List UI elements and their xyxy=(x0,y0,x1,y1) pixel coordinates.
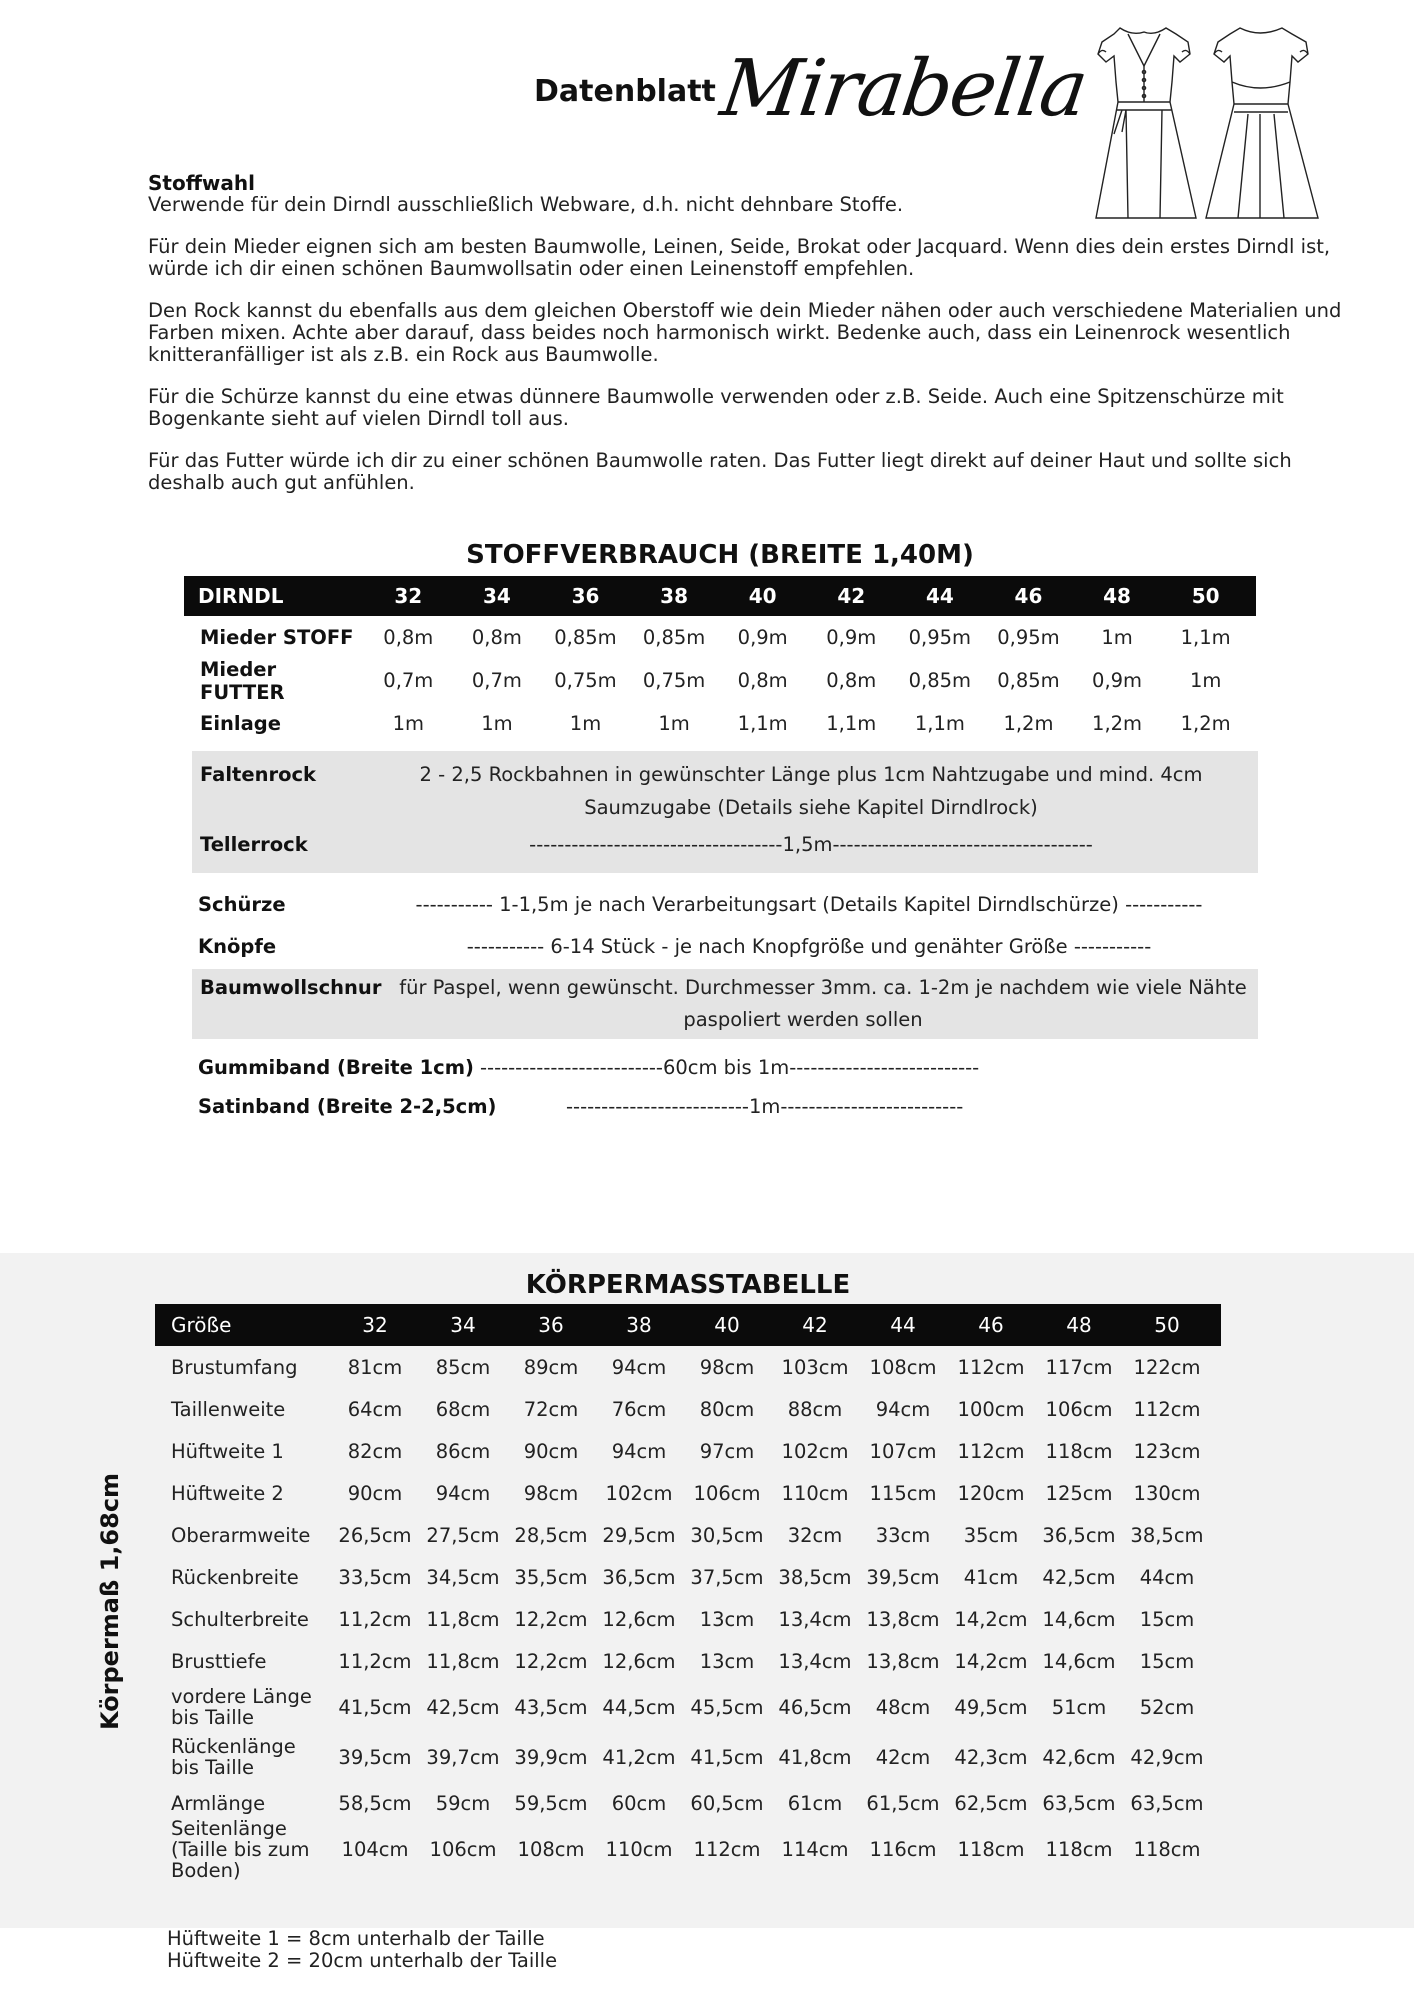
row-label xyxy=(184,712,364,735)
table-row xyxy=(190,925,1256,967)
table-cell: 11,8cm xyxy=(426,1607,500,1631)
table-cell: 39,9cm xyxy=(514,1745,588,1769)
table-cell: 28,5cm xyxy=(514,1523,588,1547)
size-header: 32 xyxy=(394,584,423,608)
footnotes xyxy=(167,1928,557,1972)
table-cell: 42,6cm xyxy=(1042,1745,1116,1769)
table-row xyxy=(155,1346,1221,1388)
table-cell: 36,5cm xyxy=(602,1565,676,1589)
table-cell: 80cm xyxy=(699,1397,755,1421)
table-cell: 27,5cm xyxy=(426,1523,500,1547)
fabric-table-title: STOFFVERBRAUCH (BREITE 1,40M) xyxy=(466,540,974,570)
table-cell: 45,5cm xyxy=(690,1695,764,1719)
table-cell: 0,85m xyxy=(997,669,1060,692)
table-cell: 102cm xyxy=(781,1439,849,1463)
table-cell: 1,1m xyxy=(1180,626,1231,649)
row-label-line: Mieder STOFF xyxy=(200,626,354,649)
table-cell: 0,75m xyxy=(554,669,617,692)
table-cell: 1,1m xyxy=(737,712,788,735)
size-header: 46 xyxy=(1014,584,1043,608)
row-label: Gummiband (Breite 1cm) xyxy=(198,1055,474,1079)
table-cell: 0,9m xyxy=(737,626,788,649)
table-cell: 112cm xyxy=(693,1837,761,1861)
table-cell: 1m xyxy=(1101,626,1133,649)
table-cell: 13cm xyxy=(699,1649,755,1673)
row-text: --------------------------60cm bis 1m--------------------------- xyxy=(480,1055,980,1079)
row-label-line: Mieder FUTTER xyxy=(200,657,285,704)
table-cell: 29,5cm xyxy=(602,1523,676,1547)
table-cell: 14,2cm xyxy=(954,1607,1028,1631)
table-cell: 13,8cm xyxy=(866,1649,940,1673)
row-label: Knöpfe xyxy=(198,934,277,958)
size-header: 36 xyxy=(538,1313,564,1337)
table-cell: 42,5cm xyxy=(426,1695,500,1719)
table-cell: 94cm xyxy=(875,1397,931,1421)
size-header: 40 xyxy=(748,584,777,608)
measure-table-title: KÖRPERMASSTABELLE xyxy=(525,1270,851,1300)
table-cell: 35,5cm xyxy=(514,1565,588,1589)
table-row xyxy=(192,757,1258,791)
table-cell: 130cm xyxy=(1133,1481,1201,1505)
table-cell: 62,5cm xyxy=(954,1791,1028,1815)
measure-header-row xyxy=(155,1304,1221,1346)
table-cell: 1m xyxy=(392,712,424,735)
table-cell: 33,5cm xyxy=(338,1565,412,1589)
row-label-line: vordere Länge xyxy=(171,1685,312,1708)
table-row xyxy=(155,1816,1221,1882)
table-cell: 12,6cm xyxy=(602,1607,676,1631)
row-label xyxy=(155,1399,331,1420)
table-cell: 41,5cm xyxy=(338,1695,412,1719)
table-cell: 11,2cm xyxy=(338,1649,412,1673)
table-cell: 52cm xyxy=(1139,1695,1195,1719)
table-row xyxy=(155,1514,1221,1556)
intro-paragraph: Für die Schürze kannst du eine etwas dünnere Baumwolle verwenden oder z.B. Seide. Auch eine Spitzenschürze mit Bogenkante sieht auf vielen Dirndl toll aus. xyxy=(148,385,1284,430)
table-cell: 12,2cm xyxy=(514,1649,588,1673)
table-cell: 110cm xyxy=(781,1481,849,1505)
table-cell: 115cm xyxy=(869,1481,937,1505)
table-cell: 34,5cm xyxy=(426,1565,500,1589)
size-header: 34 xyxy=(450,1313,476,1337)
row-label-line: bis Taille xyxy=(171,1756,255,1779)
table-cell: 0,75m xyxy=(642,669,706,692)
table-cell: 118cm xyxy=(1045,1837,1113,1861)
row-label: Baumwollschnur xyxy=(200,975,382,999)
table-cell: 103cm xyxy=(781,1355,849,1379)
table-cell: 32cm xyxy=(787,1523,843,1547)
table-row xyxy=(184,616,1256,659)
row-label xyxy=(155,1736,331,1778)
row-text: ----------- 6-14 Stück - je nach Knopfgröße und genähter Größe ----------- xyxy=(466,934,1152,958)
size-header: 38 xyxy=(660,584,688,608)
footnote: Hüftweite 2 = 20cm unterhalb der Taille xyxy=(167,1949,558,1972)
table-cell: 38,5cm xyxy=(1130,1523,1204,1547)
table-cell: 1m xyxy=(569,712,602,735)
measurement-table xyxy=(155,1304,1221,1882)
row-label-line: (Taille bis zum Boden) xyxy=(171,1837,310,1882)
table-cell: 94cm xyxy=(435,1481,491,1505)
table-cell: 46,5cm xyxy=(778,1695,852,1719)
size-header: 38 xyxy=(626,1313,652,1337)
table-cell: 94cm xyxy=(611,1439,667,1463)
table-cell: 59cm xyxy=(435,1791,491,1815)
table-cell: 122cm xyxy=(1133,1355,1201,1379)
table-cell: 1m xyxy=(658,712,690,735)
table-cell: 13,8cm xyxy=(866,1607,940,1631)
intro-paragraph: Für dein Mieder eignen sich am besten Baumwolle, Leinen, Seide, Brokat oder Jacquard. Wenn dies dein erstes Dirndl ist, würde ich dir einen schönen Baumwollsatin oder einen Leinenstoff empfehlen. xyxy=(148,235,1331,280)
table-cell: 76cm xyxy=(611,1397,667,1421)
table-cell: 49,5cm xyxy=(954,1695,1028,1719)
size-header: 46 xyxy=(978,1313,1004,1337)
table-cell: 1,2m xyxy=(1003,712,1054,735)
table-cell: 44cm xyxy=(1139,1565,1195,1589)
table-cell: 1,1m xyxy=(914,712,965,735)
table-cell: 30,5cm xyxy=(690,1523,764,1547)
table-row xyxy=(192,971,1258,1003)
table-cell: 1m xyxy=(1189,669,1222,692)
row-text: --------------------------1m-------------------------- xyxy=(566,1094,964,1118)
size-header: 42 xyxy=(837,584,866,608)
row-label xyxy=(155,1525,331,1546)
table-cell: 0,9m xyxy=(826,626,877,649)
intro-heading: Stoffwahl xyxy=(148,171,255,195)
measure-header-label: Größe xyxy=(171,1313,232,1337)
table-row xyxy=(192,791,1258,823)
fabric-table xyxy=(184,576,1256,1125)
table-cell: 0,8m xyxy=(737,669,788,692)
size-header: 44 xyxy=(890,1313,916,1337)
table-cell: 42,3cm xyxy=(954,1745,1028,1769)
row-label xyxy=(155,1357,331,1378)
table-cell: 90cm xyxy=(347,1481,403,1505)
skirt-block xyxy=(192,751,1258,873)
page-title xyxy=(534,30,1092,140)
table-cell: 82cm xyxy=(347,1439,403,1463)
table-cell: 61cm xyxy=(787,1791,843,1815)
table-cell: 97cm xyxy=(699,1439,755,1463)
table-cell: 42cm xyxy=(875,1745,931,1769)
intro-section xyxy=(148,172,1368,514)
table-cell: 110cm xyxy=(605,1837,673,1861)
row-label xyxy=(184,658,364,704)
table-cell: 38,5cm xyxy=(778,1565,852,1589)
row-label xyxy=(155,1651,331,1672)
pattern-name: Mirabella xyxy=(715,44,1092,134)
table-cell: 108cm xyxy=(517,1837,585,1861)
row-label-line: Armlänge xyxy=(171,1791,266,1815)
table-cell: 72cm xyxy=(523,1397,579,1421)
table-cell: 14,2cm xyxy=(954,1649,1028,1673)
fabric-header-row xyxy=(184,576,1256,616)
table-row xyxy=(155,1472,1221,1514)
table-row xyxy=(190,1087,1256,1125)
table-cell: 41cm xyxy=(963,1565,1019,1589)
intro-paragraph: Verwende für dein Dirndl ausschließlich Webware, d.h. nicht dehnbare Stoffe. xyxy=(148,193,904,216)
table-cell: 125cm xyxy=(1045,1481,1113,1505)
intro-paragraph: Den Rock kannst du ebenfalls aus dem gleichen Oberstoff wie dein Mieder nähen oder auch verschiedene Materialien und Farben mixen. Achte aber darauf, dass beides noch harmonisch wirkt. Bedenke auch, dass ein Leinenrock wesentlich knitteranfälliger ist als z.B. ein Rock aus Baumwolle. xyxy=(148,299,1342,366)
table-cell: 1,1m xyxy=(826,712,877,735)
row-label xyxy=(184,626,364,649)
table-cell: 0,8m xyxy=(383,626,434,649)
table-cell: 0,7m xyxy=(471,669,522,692)
table-cell: 118cm xyxy=(1045,1439,1113,1463)
table-row xyxy=(155,1598,1221,1640)
table-cell: 98cm xyxy=(699,1355,755,1379)
row-label xyxy=(155,1483,331,1504)
table-cell: 117cm xyxy=(1045,1355,1113,1379)
row-label: Faltenrock xyxy=(200,762,316,786)
table-cell: 1,2m xyxy=(1180,712,1231,735)
table-cell: 63,5cm xyxy=(1042,1791,1116,1815)
row-label-line: Hüftweite 1 xyxy=(171,1439,284,1463)
table-row xyxy=(155,1682,1221,1732)
table-cell: 112cm xyxy=(957,1355,1025,1379)
row-text: paspoliert werden sollen xyxy=(683,1007,923,1031)
table-cell: 106cm xyxy=(429,1837,497,1861)
table-cell: 106cm xyxy=(1045,1397,1113,1421)
row-text: Saumzugabe (Details siehe Kapitel Dirndlrock) xyxy=(584,795,1038,819)
title-text: Datenblatt xyxy=(534,74,716,109)
row-text: für Paspel, wenn gewünscht. Durchmesser 3mm. ca. 1-2m je nachdem wie viele Nähte xyxy=(399,975,1247,999)
table-cell: 43,5cm xyxy=(514,1695,588,1719)
table-cell: 15cm xyxy=(1139,1607,1195,1631)
table-cell: 13,4cm xyxy=(778,1607,852,1631)
table-cell: 61,5cm xyxy=(866,1791,940,1815)
table-cell: 1m xyxy=(481,712,513,735)
table-cell: 108cm xyxy=(869,1355,937,1379)
table-cell: 0,9m xyxy=(1092,669,1143,692)
table-cell: 81cm xyxy=(347,1355,403,1379)
table-row xyxy=(192,823,1258,865)
row-label xyxy=(155,1609,331,1630)
table-cell: 13cm xyxy=(699,1607,755,1631)
table-cell: 35cm xyxy=(963,1523,1019,1547)
table-row xyxy=(190,883,1256,925)
table-cell: 116cm xyxy=(869,1837,937,1861)
table-cell: 118cm xyxy=(957,1837,1025,1861)
row-label-line: Rückenlänge xyxy=(171,1735,296,1758)
table-cell: 88cm xyxy=(787,1397,843,1421)
table-cell: 102cm xyxy=(605,1481,673,1505)
table-cell: 26,5cm xyxy=(338,1523,412,1547)
table-cell: 51cm xyxy=(1051,1695,1107,1719)
row-label-line: Einlage xyxy=(200,712,281,735)
table-cell: 44,5cm xyxy=(602,1695,676,1719)
size-header: 50 xyxy=(1191,584,1220,608)
table-cell: 39,5cm xyxy=(866,1565,940,1589)
table-cell: 60cm xyxy=(611,1791,667,1815)
row-label-line: Seitenlänge xyxy=(171,1816,287,1840)
cord-block xyxy=(192,969,1258,1039)
row-label-line: Brusttiefe xyxy=(171,1649,267,1673)
size-header: 36 xyxy=(571,584,600,608)
size-header: 34 xyxy=(482,584,511,608)
table-cell: 48cm xyxy=(875,1695,931,1719)
table-cell: 58,5cm xyxy=(338,1791,412,1815)
row-label xyxy=(155,1818,331,1881)
row-label-line: Rückenbreite xyxy=(171,1565,299,1589)
row-label xyxy=(155,1441,331,1462)
table-cell: 14,6cm xyxy=(1042,1607,1116,1631)
table-cell: 42,5cm xyxy=(1042,1565,1116,1589)
table-cell: 12,2cm xyxy=(514,1607,588,1631)
table-row xyxy=(155,1640,1221,1682)
row-label: Schürze xyxy=(198,892,286,916)
size-header: 48 xyxy=(1066,1313,1092,1337)
table-cell: 98cm xyxy=(523,1481,579,1505)
row-label-line: Brustumfang xyxy=(171,1355,298,1379)
size-header: 50 xyxy=(1154,1313,1180,1337)
table-cell: 63,5cm xyxy=(1130,1791,1204,1815)
table-row xyxy=(184,702,1256,745)
fabric-header-label: DIRNDL xyxy=(198,584,284,608)
row-text: 2 - 2,5 Rockbahnen in gewünschter Länge plus 1cm Nahtzugabe und mind. 4cm xyxy=(419,762,1203,786)
table-cell: 41,2cm xyxy=(602,1745,676,1769)
footnote: Hüftweite 1 = 8cm unterhalb der Taille xyxy=(167,1927,545,1950)
table-row xyxy=(155,1388,1221,1430)
table-cell: 123cm xyxy=(1133,1439,1201,1463)
body-height-label: Körpermaß 1,68cm xyxy=(96,1472,124,1730)
table-cell: 11,2cm xyxy=(338,1607,412,1631)
table-cell: 106cm xyxy=(693,1481,761,1505)
table-cell: 0,85m xyxy=(642,626,706,649)
table-cell: 12,6cm xyxy=(602,1649,676,1673)
table-cell: 37,5cm xyxy=(690,1565,764,1589)
size-header: 32 xyxy=(362,1313,388,1337)
table-cell: 13,4cm xyxy=(778,1649,852,1673)
table-cell: 89cm xyxy=(523,1355,579,1379)
row-label: Satinband (Breite 2-2,5cm) xyxy=(198,1094,497,1118)
table-cell: 41,8cm xyxy=(778,1745,852,1769)
row-label: Tellerrock xyxy=(200,832,308,856)
table-cell: 107cm xyxy=(869,1439,937,1463)
table-cell: 85cm xyxy=(435,1355,491,1379)
row-label-line: Schulterbreite xyxy=(171,1607,309,1631)
table-cell: 118cm xyxy=(1133,1837,1201,1861)
intro-paragraph: Für das Futter würde ich dir zu einer schönen Baumwolle raten. Das Futter liegt direkt auf deiner Haut und sollte sich deshalb auch gut anfühlen. xyxy=(148,449,1292,494)
row-label-line: Hüftweite 2 xyxy=(171,1481,284,1505)
row-label xyxy=(155,1567,331,1588)
table-cell: 15cm xyxy=(1139,1649,1195,1673)
table-cell: 104cm xyxy=(341,1837,409,1861)
table-cell: 114cm xyxy=(781,1837,849,1861)
table-cell: 0,85m xyxy=(908,669,972,692)
table-cell: 112cm xyxy=(957,1439,1025,1463)
table-cell: 0,7m xyxy=(383,669,434,692)
table-cell: 0,95m xyxy=(997,626,1060,649)
size-header: 48 xyxy=(1103,584,1131,608)
row-text: ------------------------------------1,5m------------------------------------- xyxy=(529,832,1093,856)
table-cell: 0,8m xyxy=(471,626,522,649)
table-row xyxy=(155,1430,1221,1472)
row-label xyxy=(155,1686,331,1728)
size-header: 44 xyxy=(925,584,954,608)
row-label-line: bis Taille xyxy=(171,1706,255,1729)
table-cell: 39,5cm xyxy=(338,1745,412,1769)
table-cell: 33cm xyxy=(875,1523,931,1547)
table-cell: 1,2m xyxy=(1092,712,1143,735)
table-row xyxy=(155,1556,1221,1598)
table-cell: 100cm xyxy=(957,1397,1025,1421)
table-cell: 36,5cm xyxy=(1042,1523,1116,1547)
table-cell: 60,5cm xyxy=(690,1791,764,1815)
table-row xyxy=(190,1047,1256,1087)
table-cell: 64cm xyxy=(347,1397,403,1421)
table-cell: 11,8cm xyxy=(426,1649,500,1673)
table-row xyxy=(184,659,1256,702)
table-cell: 0,8m xyxy=(826,669,877,692)
row-label xyxy=(155,1793,331,1814)
table-cell: 120cm xyxy=(957,1481,1025,1505)
row-label-line: Oberarmweite xyxy=(171,1523,311,1547)
table-cell: 42,9cm xyxy=(1130,1745,1204,1769)
table-cell: 68cm xyxy=(435,1397,491,1421)
table-cell: 0,85m xyxy=(554,626,617,649)
table-cell: 41,5cm xyxy=(690,1745,764,1769)
size-header: 42 xyxy=(802,1313,828,1337)
table-row xyxy=(155,1732,1221,1782)
size-header: 40 xyxy=(714,1313,740,1337)
table-cell: 39,7cm xyxy=(426,1745,500,1769)
table-row xyxy=(192,1003,1258,1035)
table-cell: 94cm xyxy=(611,1355,667,1379)
table-cell: 86cm xyxy=(435,1439,491,1463)
table-cell: 14,6cm xyxy=(1042,1649,1116,1673)
row-text: ----------- 1-1,5m je nach Verarbeitungsart (Details Kapitel Dirndlschürze) ----------- xyxy=(415,892,1203,916)
table-cell: 90cm xyxy=(523,1439,579,1463)
row-label-line: Taillenweite xyxy=(171,1397,286,1421)
table-cell: 112cm xyxy=(1133,1397,1201,1421)
table-cell: 0,95m xyxy=(908,626,972,649)
table-cell: 59,5cm xyxy=(514,1791,588,1815)
